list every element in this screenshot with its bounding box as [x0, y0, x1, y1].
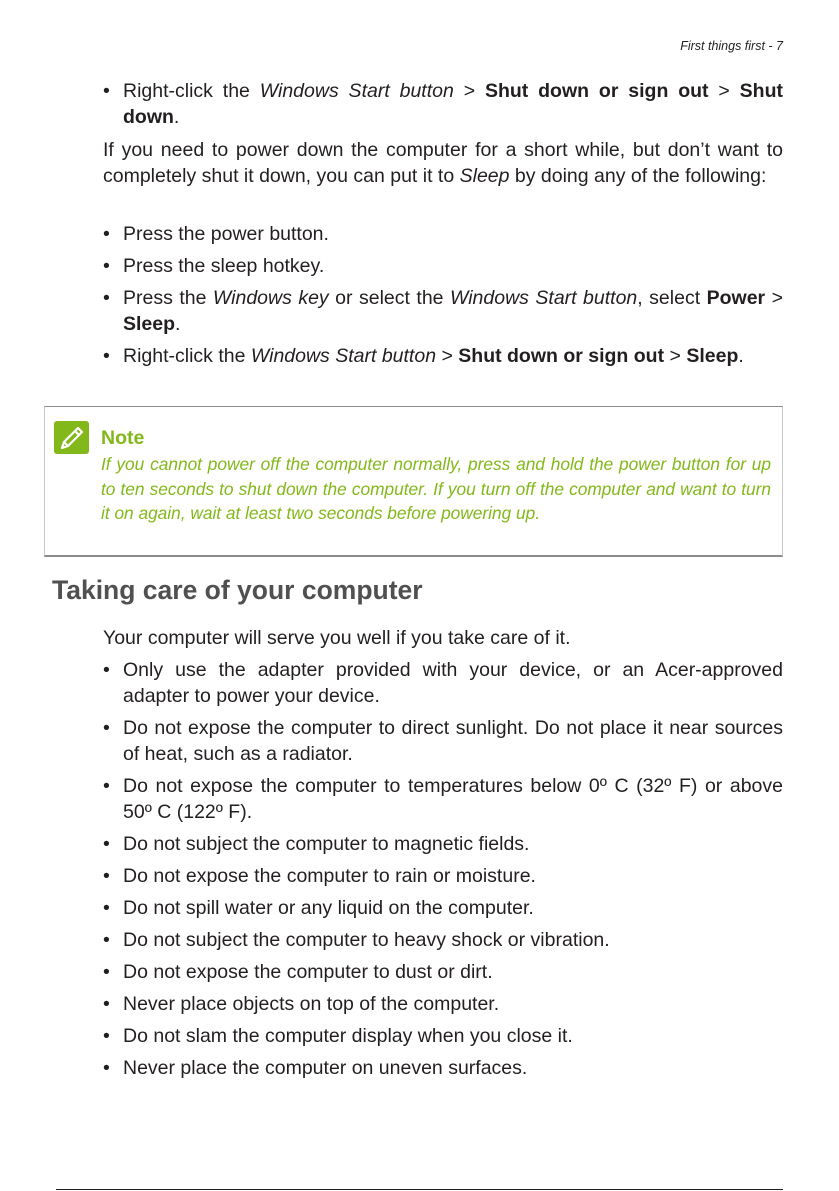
care-list-item: • Do not expose the computer to dust or dirt.: [103, 961, 493, 983]
sleep-bullet-item: • Press the power button.: [103, 223, 329, 245]
care-list-item: • Do not slam the computer display when you close it.: [103, 1025, 573, 1047]
sleep-bullet-item: • Right-click the Windows Start button > Shut down or sign out > Sleep.: [103, 345, 744, 367]
note-title: Note: [101, 427, 145, 449]
care-list-item: • Do not spill water or any liquid on the computer.: [103, 897, 534, 919]
page-header: First things first - 7: [680, 39, 783, 53]
care-list-item: • Do not subject the computer to heavy shock or vibration.: [103, 929, 610, 951]
care-intro: Your computer will serve you well if you take care of it.: [103, 627, 571, 649]
sleep-bullet-item: • Press the sleep hotkey.: [103, 255, 325, 277]
care-list-item: • Do not expose the computer to temperatures below 0º C (32º F) or above 50º C (122º F).: [103, 775, 783, 823]
section-title: Taking care of your computer: [52, 575, 423, 605]
care-list-item: • Never place objects on top of the computer.: [103, 993, 500, 1015]
care-list-item: • Do not expose the computer to rain or moisture.: [103, 865, 536, 887]
note-body: If you cannot power off the computer normally, press and hold the power button for up to ten seconds to shut down the computer. If you turn off the computer and want to turn it on again, wait at least two seconds before powering up.: [101, 454, 771, 523]
care-list-item: • Only use the adapter provided with your device, or an Acer-approved adapter to power your device.: [103, 659, 783, 707]
care-list-item: • Do not expose the computer to direct sunlight. Do not place it near sources of heat, such as a radiator.: [103, 717, 783, 765]
care-list-item: • Do not subject the computer to magnetic fields.: [103, 833, 530, 855]
shutdown-instruction: Right-click the Windows Start button > Shut down or sign out > Shut down.: [123, 80, 783, 128]
shutdown-bullet-item: [103, 78, 783, 130]
sleep-bullet-item: • Press the Windows key or select the Windows Start button, select Power > Sleep.: [103, 287, 784, 335]
sleep-intro-paragraph: If you need to power down the computer for a short while, but don’t want to completely shut it down, you can put it to Sleep by doing any of the following:: [103, 139, 783, 187]
footer-rule: [56, 1189, 783, 1190]
care-list-item: • Never place the computer on uneven surfaces.: [103, 1057, 528, 1079]
pencil-note-icon: [54, 421, 89, 454]
bullet-dot: •: [103, 80, 110, 102]
